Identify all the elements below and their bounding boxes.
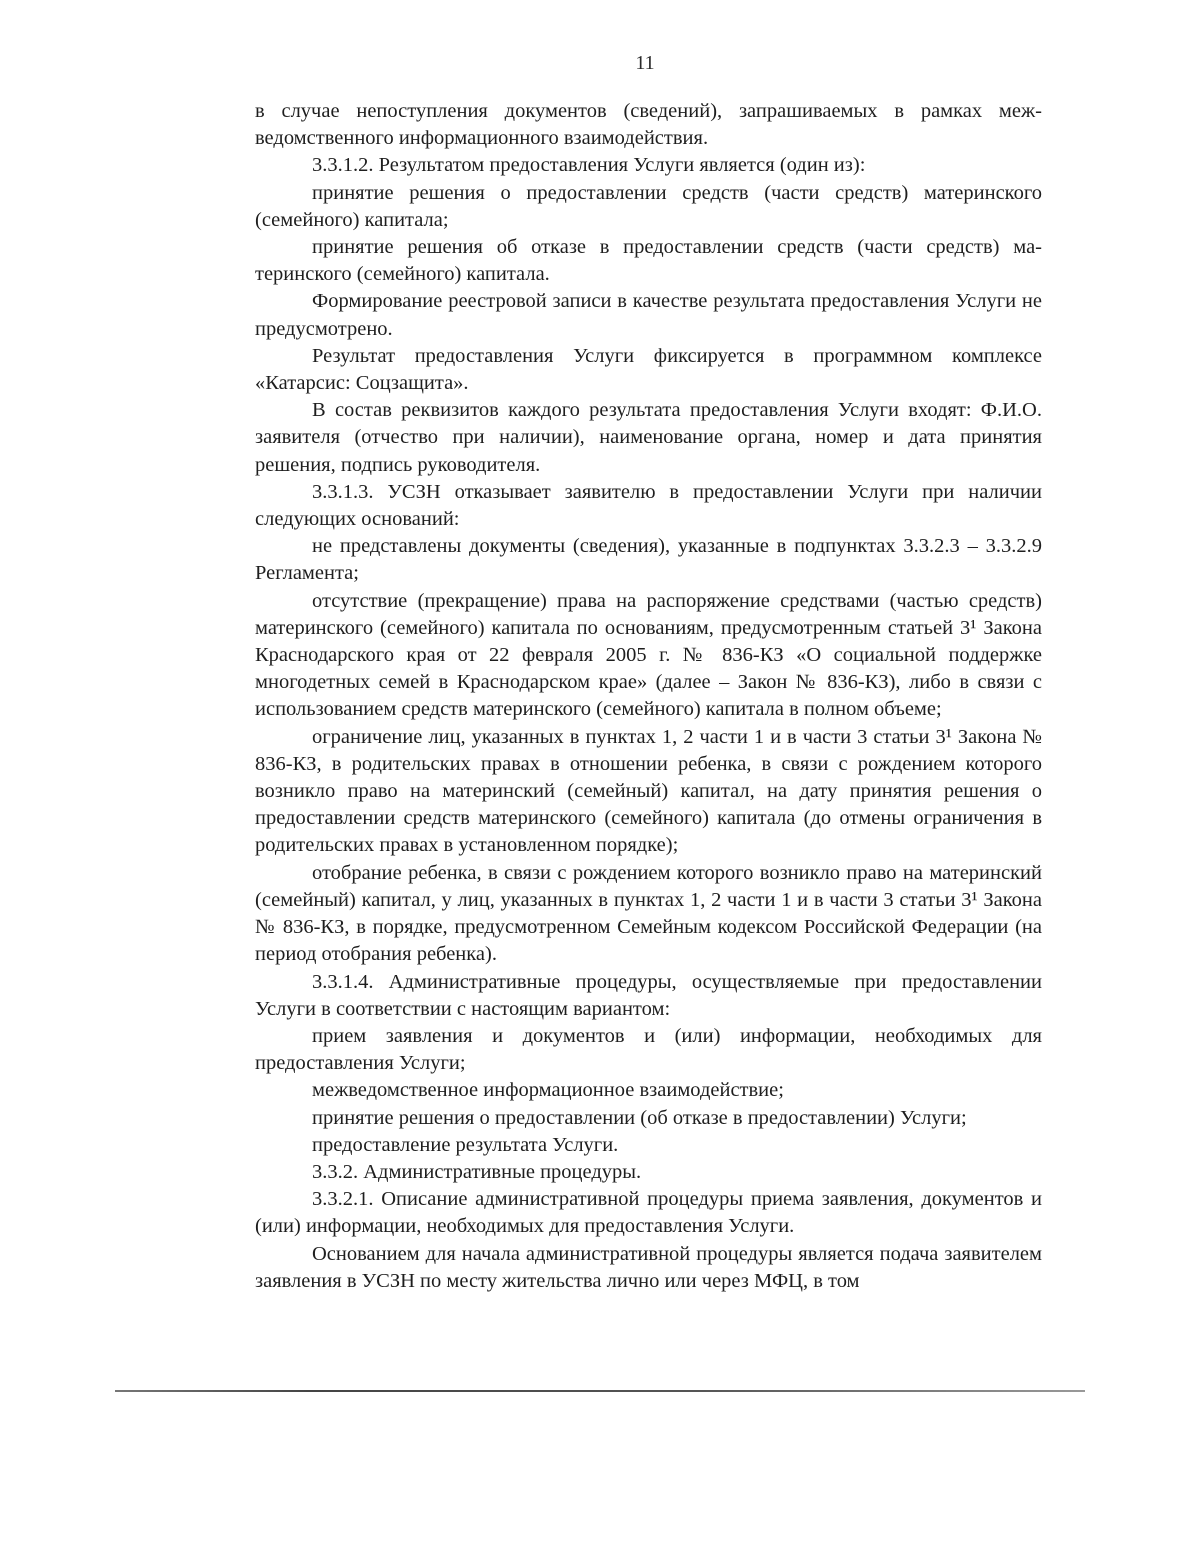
paragraph: 3.3.1.2. Результатом предоставления Услуги является (один из): — [312, 154, 866, 177]
paragraph: 3.3.2. Административные процедуры. — [312, 1160, 642, 1183]
paragraph: отсутствие (прекращение) права на распоряжение средствами (частью средств) материнского (семейного) капитала по основаниям, предусмотренным статьей 3¹ Закона Краснодарского края от 22 февраля 2005 г. № 836-КЗ «О социальной поддержке многодетных семей в Краснодарском крае» (далее – Закон № 836-КЗ), либо в связи с использованием средств материнского (семейного) капитала в полном объеме; — [255, 589, 1042, 721]
paragraph: принятие решения об отказе в предоставлении средств (части средств) материнского (семейного) капитала. — [255, 236, 1042, 286]
paragraph: 3.3.2.1. Описание административной процедуры приема заявления, документов и (или) информации, необходимых для предоставления Услуги. — [255, 1188, 1042, 1238]
paragraph: прием заявления и документов и (или) информации, необходимых для предоставления Услуги; — [255, 1024, 1042, 1075]
paragraph: отобрание ребенка, в связи с рождением которого возникло право на материнский (семейный) капитал, у лиц, указанных в пунктах 1, 2 части 1 и в части 3 статьи 3¹ Закона № 836-КЗ, в порядке, предусмотренном Семейным кодексом Российской Федерации (на период отобрания ребенка). — [255, 861, 1042, 966]
paragraph: предоставление результата Услуги. — [312, 1133, 619, 1156]
paragraph: принятие решения о предоставлении (об отказе в предоставлении) Услуги; — [312, 1106, 967, 1129]
paragraph: не представлены документы (сведения), указанные в подпунктах 3.3.2.3 – 3.3.2.9 Регламента; — [255, 535, 1042, 585]
paragraph: 3.3.1.3. УСЗН отказывает заявителю в предоставлении Услуги при наличии следующих оснований: — [255, 480, 1042, 531]
paragraph: межведомственное информационное взаимодействие; — [312, 1079, 784, 1102]
footer-rule — [115, 1390, 1085, 1392]
paragraph: Основанием для начала административной процедуры является подача заявителем заявления в УСЗН по месту жительства лично или через МФЦ, в том — [255, 1242, 1042, 1292]
page-number: 11 — [635, 52, 655, 74]
paragraph: в случае непоступления документов (сведений), запрашиваемых в рамках межведомственного информационного взаимодействия. — [255, 100, 1042, 150]
paragraph: ограничение лиц, указанных в пунктах 1, 2 части 1 и в части 3 статьи 3¹ Закона № 836-КЗ, в родительских правах в отношении ребенка, в связи с рождением которого возникло право на материнский (семейный) капитал, на дату принятия решения о предоставлении средств материнского (семейного) капитала (до отмены ограничения в родительских правах в установленном порядке); — [255, 725, 1042, 857]
paragraph: Результат предоставления Услуги фиксируется в программном комплексе «Катарсис: Соцзащита». — [255, 344, 1042, 395]
document-body — [255, 98, 1042, 1295]
paragraph: Формирование реестровой записи в качестве результата предоставления Услуги не предусмотрено. — [255, 290, 1042, 340]
paragraph: В состав реквизитов каждого результата предоставления Услуги входят: Ф.И.О. заявителя (отчество при наличии), наименование органа, номер и дата принятия решения, подпись руководителя. — [255, 399, 1042, 476]
paragraph: принятие решения о предоставлении средств (части средств) материнского (семейного) капитала; — [255, 181, 1042, 231]
paragraph: 3.3.1.4. Административные процедуры, осуществляемые при предоставлении Услуги в соответствии с настоящим вариантом: — [255, 970, 1042, 1020]
